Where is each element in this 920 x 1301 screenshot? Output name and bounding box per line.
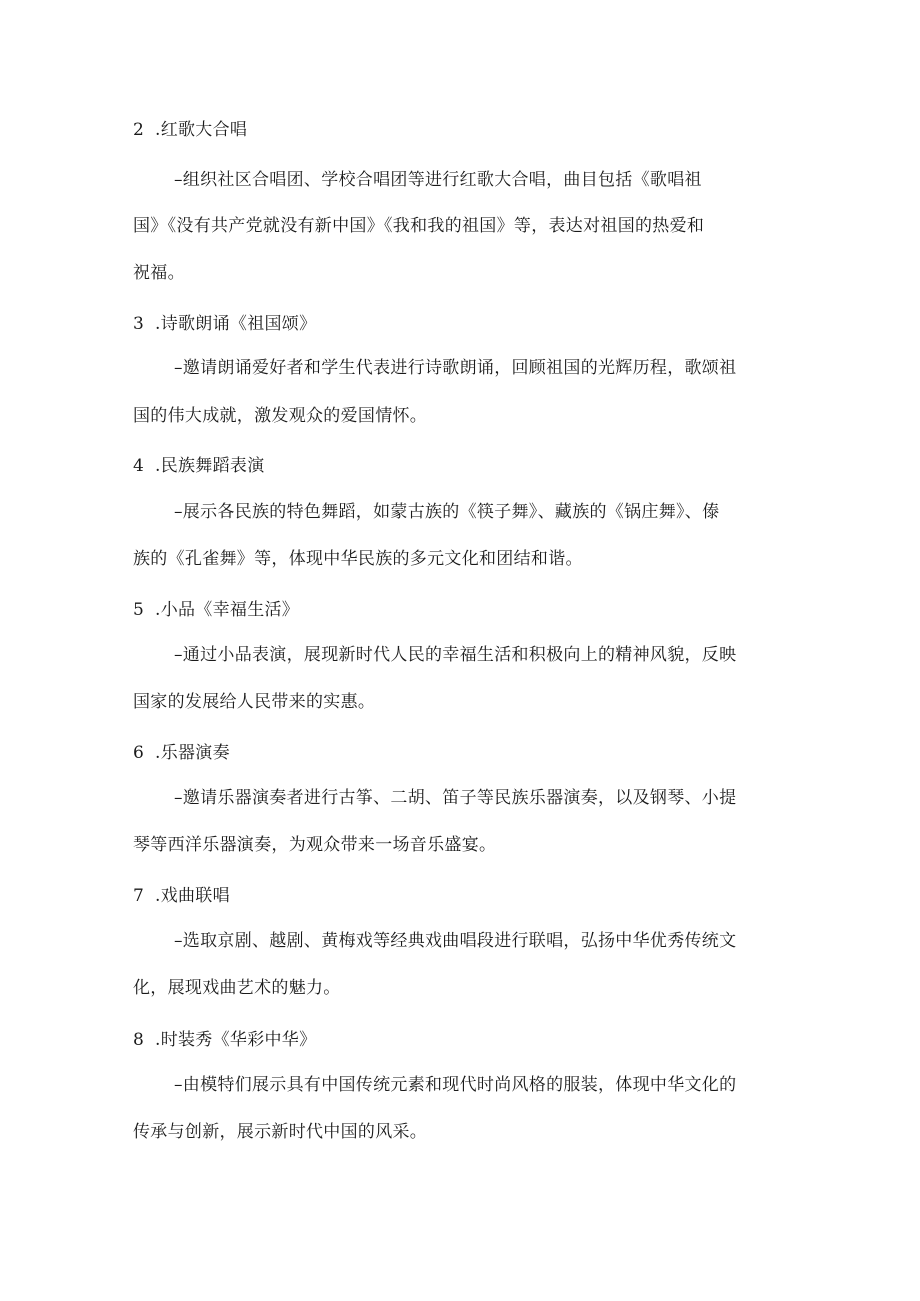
section-title: .小品《幸福生活》 xyxy=(155,600,300,620)
section-heading xyxy=(133,312,316,336)
section-body-line: –通过小品表演，展现新时代人民的幸福生活和积极向上的精神风貌，反映 xyxy=(174,645,737,665)
section-body-line: –组织社区合唱团、学校合唱团等进行红歌大合唱，曲目包括《歌唱祖 xyxy=(174,170,702,190)
section-title: .戏曲联唱 xyxy=(155,886,230,906)
section-heading xyxy=(133,741,230,765)
section-title: .时装秀《华彩中华》 xyxy=(155,1030,317,1050)
section-body-line: 国的伟大成就，激发观众的爱国情怀。 xyxy=(133,406,428,426)
section-title: .红歌大合唱 xyxy=(155,120,248,140)
section-number: 2 xyxy=(133,120,145,140)
section-body-line: –邀请乐器演奏者进行古筝、二胡、笛子等民族乐器演奏，以及钢琴、小提 xyxy=(174,788,737,808)
section-number: 5 xyxy=(133,600,145,620)
section-heading xyxy=(133,1028,316,1052)
section-body-line: –邀请朗诵爱好者和学生代表进行诗歌朗诵，回顾祖国的光辉历程，歌颂祖 xyxy=(174,358,737,378)
section-title: .诗歌朗诵《祖国颂》 xyxy=(155,314,317,334)
section-body-line: –展示各民族的特色舞蹈，如蒙古族的《筷子舞》、藏族的《锅庄舞》、傣 xyxy=(174,502,720,522)
section-body-line: 国家的发展给人民带来的实惠。 xyxy=(133,692,376,712)
section-heading xyxy=(133,884,230,908)
section-body-line: 族的《孔雀舞》等，体现中华民族的多元文化和团结和谐。 xyxy=(133,549,583,569)
section-heading xyxy=(133,118,247,142)
section-title: .乐器演奏 xyxy=(155,743,230,763)
section-body-line: 化，展现戏曲艺术的魅力。 xyxy=(133,978,341,998)
section-body-line: –选取京剧、越剧、黄梅戏等经典戏曲唱段进行联唱，弘扬中华优秀传统文 xyxy=(174,931,737,951)
section-body-line: –由模特们展示具有中国传统元素和现代时尚风格的服装，体现中华文化的 xyxy=(174,1075,737,1095)
section-number: 8 xyxy=(133,1030,145,1050)
section-number: 4 xyxy=(133,456,145,476)
section-body-line: 国》《没有共产党就没有新中国》《我和我的祖国》等，表达对祖国的热爱和 xyxy=(133,216,705,236)
section-heading xyxy=(133,598,299,622)
section-body-line: 传承与创新，展示新时代中国的风采。 xyxy=(133,1122,428,1142)
section-body-line: 琴等西洋乐器演奏，为观众带来一场音乐盛宴。 xyxy=(133,835,497,855)
section-number: 7 xyxy=(133,886,145,906)
section-number: 6 xyxy=(133,743,145,763)
section-heading xyxy=(133,454,265,478)
section-number: 3 xyxy=(133,314,145,334)
section-body-line: 祝福。 xyxy=(133,263,185,283)
section-title: .民族舞蹈表演 xyxy=(155,456,265,476)
